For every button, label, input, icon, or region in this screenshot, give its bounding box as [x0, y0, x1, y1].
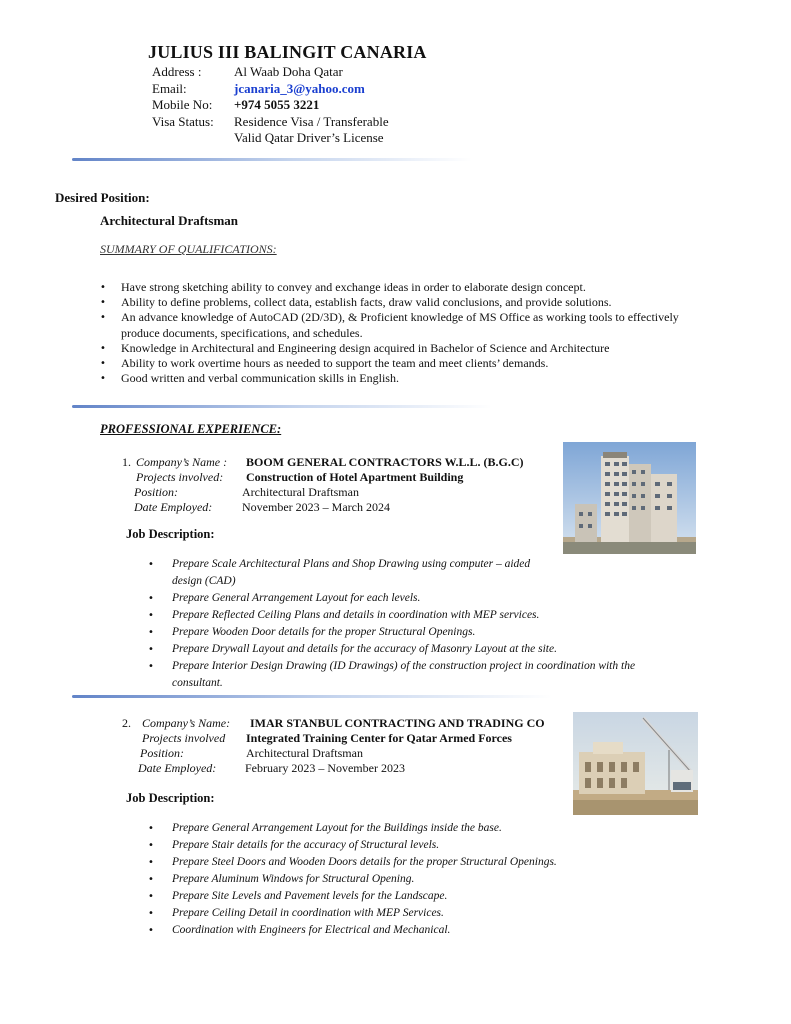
project-name: Construction of Hotel Apartment Building: [246, 470, 464, 484]
company-label: Company’s Name :: [136, 455, 228, 469]
list-item: • Prepare General Arrangement Layout for each levels.: [148, 590, 678, 607]
mobile-value: +974 5055 3221: [234, 97, 320, 112]
list-item: • Prepare Aluminum Windows for Structural Opening.: [148, 871, 678, 888]
list-item: • Prepare Ceiling Detail in coordination with MEP Services.: [148, 905, 678, 922]
list-item: • Prepare Wooden Door details for the proper Structural Openings.: [148, 624, 678, 641]
license-row: [152, 130, 389, 147]
job-1-divider: [72, 695, 552, 698]
job-1-duties: [148, 556, 678, 692]
email-link[interactable]: jcanaria_3@yahoo.com: [234, 80, 365, 96]
bullet-icon: •: [148, 891, 154, 902]
bullet-icon: •: [100, 282, 106, 293]
job-1-details: [122, 455, 524, 515]
list-item: • Prepare Stair details for the accuracy of Structural levels.: [148, 837, 678, 854]
license-value: Valid Qatar Driver’s License: [234, 130, 384, 145]
list-item: • Prepare Reflected Ceiling Plans and details in coordination with MEP services.: [148, 607, 678, 624]
address-value: Al Waab Doha Qatar: [234, 64, 343, 79]
list-item: • Prepare Interior Design Drawing (ID Drawings) of the construction project in coordination with the consultant.: [148, 658, 678, 692]
mobile-label: Mobile No:: [152, 97, 213, 112]
mobile-row: [152, 97, 389, 114]
experience-heading: PROFESSIONAL EXPERIENCE:: [100, 422, 282, 436]
position-value: Architectural Draftsman: [242, 485, 359, 499]
email-label: Email:: [152, 80, 187, 96]
bullet-icon: •: [100, 297, 106, 309]
hotel-building-photo: [563, 442, 696, 554]
header-divider: [72, 158, 472, 161]
job-1-description-heading: Job Description:: [126, 527, 215, 541]
position-label: Position:: [140, 746, 184, 760]
job-number: 1.: [122, 455, 131, 469]
training-center-photo: [573, 712, 698, 815]
bullet-icon: •: [100, 342, 106, 354]
contact-block: [152, 64, 389, 147]
bullet-icon: •: [100, 373, 106, 385]
summary-heading: SUMMARY OF QUALIFICATIONS:: [100, 242, 277, 256]
projects-label: Projects involved:: [136, 470, 224, 484]
list-item: • Prepare Site Levels and Pavement levels for the Landscape.: [148, 888, 678, 905]
address-label: Address :: [152, 64, 202, 79]
list-item: • Knowledge in Architectural and Engineering design acquired in Bachelor of Science and Architecture: [100, 340, 610, 355]
visa-row: [152, 114, 389, 131]
job-2-description-heading: Job Description:: [126, 791, 215, 805]
job-2-details: [122, 716, 545, 776]
company-name: BOOM GENERAL CONTRACTORS W.L.L. (B.G.C): [246, 455, 524, 469]
desired-position-title: Architectural Draftsman: [100, 213, 239, 228]
email-row: [152, 81, 389, 98]
bullet-icon: •: [148, 610, 154, 621]
qualifications-list: [100, 280, 680, 386]
company-name: IMAR STANBUL CONTRACTING AND TRADING CO: [250, 716, 545, 730]
job-number: 2.: [122, 716, 131, 730]
bullet-icon: •: [148, 644, 154, 655]
list-item: • Have strong sketching ability to convey and exchange ideas in order to elaborate design concept.: [100, 280, 586, 294]
list-item: • Coordination with Engineers for Electrical and Mechanical.: [148, 922, 678, 939]
bullet-icon: •: [148, 908, 154, 919]
list-item: • Ability to work overtime hours as needed to support the team and meet clients’ demands.: [100, 356, 549, 371]
project-name: Integrated Training Center for Qatar Armed Forces: [246, 731, 512, 745]
date-value: February 2023 – November 2023: [245, 761, 405, 775]
date-label: Date Employed:: [134, 500, 213, 514]
bullet-icon: •: [148, 874, 154, 885]
visa-value: Residence Visa / Transferable: [234, 113, 389, 129]
bullet-icon: •: [148, 840, 154, 851]
bullet-icon: •: [148, 627, 154, 638]
bullet-icon: •: [148, 593, 154, 604]
bullet-icon: •: [148, 925, 154, 936]
bullet-icon: •: [100, 358, 106, 370]
projects-label: Projects involved: [142, 731, 226, 745]
list-item: • Prepare Scale Architectural Plans and Shop Drawing using computer – aided design (CAD): [148, 556, 678, 590]
bullet-icon: •: [100, 312, 106, 324]
bullet-icon: •: [148, 857, 154, 868]
summary-divider: [72, 405, 492, 408]
position-value: Architectural Draftsman: [246, 746, 363, 760]
bullet-icon: •: [148, 823, 154, 834]
candidate-name: JULIUS III BALINGIT CANARIA: [148, 42, 427, 62]
date-label: Date Employed:: [138, 761, 217, 775]
list-item: • An advance knowledge of AutoCAD (2D/3D), & Proficient knowledge of MS Office as working tools to effectively produce documents, specifications, and schedules.: [100, 310, 679, 340]
company-label: Company’s Name:: [142, 716, 231, 730]
address-row: [152, 64, 389, 81]
date-value: November 2023 – March 2024: [242, 500, 390, 514]
position-label: Position:: [134, 485, 178, 499]
list-item: • Prepare General Arrangement Layout for the Buildings inside the base.: [148, 820, 678, 837]
job-2-duties: [148, 820, 678, 939]
desired-position-heading: Desired Position:: [55, 190, 150, 205]
list-item: • Ability to define problems, collect data, establish facts, draw valid conclusions, and provide solutions.: [100, 295, 612, 310]
list-item: • Prepare Steel Doors and Wooden Doors details for the proper Structural Openings.: [148, 854, 678, 871]
list-item: • Prepare Drywall Layout and details for the accuracy of Masonry Layout at the site.: [148, 641, 678, 658]
list-item: • Good written and verbal communication skills in English.: [100, 371, 399, 386]
bullet-icon: •: [148, 559, 154, 570]
visa-label: Visa Status:: [152, 113, 214, 129]
bullet-icon: •: [148, 661, 154, 672]
